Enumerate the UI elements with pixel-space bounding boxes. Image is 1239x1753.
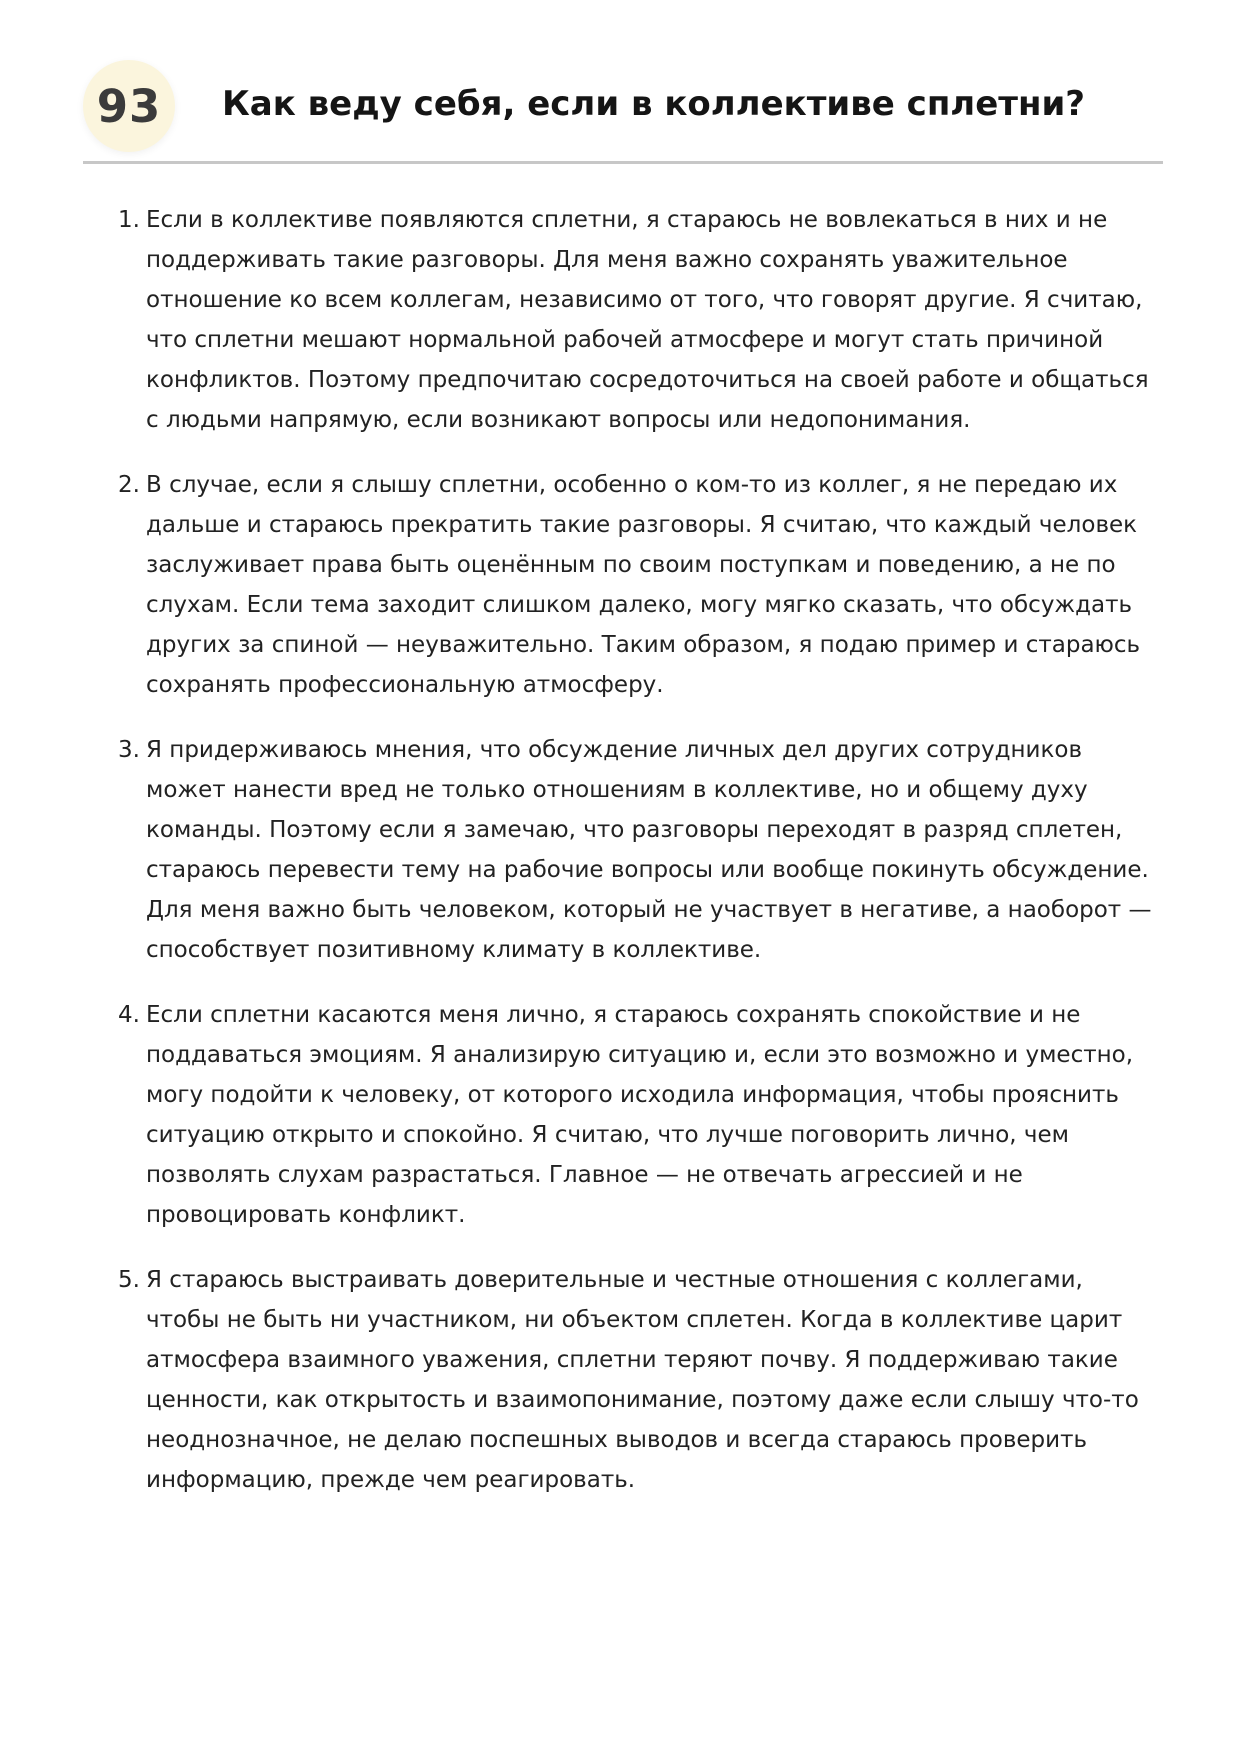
list-item-text: Если в коллективе появляются сплетни, я стараюсь не вовлекаться в них и не поддерживать такие разговоры. Для меня важно сохранять уважительное отношение ко всем коллегам, независимо от того, что говорят другие. Я считаю, что сплетни мешают нормальной рабочей атмосфере и могут стать причиной конфликтов. Поэтому предпочитаю сосредоточиться на своей работе и общаться с людьми напрямую, если возникают вопросы или недопонимания.	[146, 207, 1149, 433]
list-item	[118, 200, 1162, 440]
list-item-number: 3.	[118, 737, 140, 763]
list-item-text: Я придерживаюсь мнения, что обсуждение личных дел других сотрудников может нанести вред не только отношениям в коллективе, но и общему духу команды. Поэтому если я замечаю, что разговоры переходят в разряд сплетен, стараюсь перевести тему на рабочие вопросы или вообще покинуть обсуждение. Для меня важно быть человеком, который не участвует в негативе, а наоборот — способствует позитивному климату в коллективе.	[146, 737, 1152, 963]
list-item-text: Я стараюсь выстраивать доверительные и честные отношения с коллегами, чтобы не быть ни участником, ни объектом сплетен. Когда в коллективе царит атмосфера взаимного уважения, сплетни теряют почву. Я поддерживаю такие ценности, как открытость и взаимопонимание, поэтому даже если слышу что-то неоднозначное, не делаю поспешных выводов и всегда стараюсь проверить информацию, прежде чем реагировать.	[146, 1267, 1139, 1493]
list-item-text: В случае, если я слышу сплетни, особенно о ком-то из коллег, я не передаю их дальше и стараюсь прекратить такие разговоры. Я считаю, что каждый человек заслуживает права быть оценённым по своим поступкам и поведению, а не по слухам. Если тема заходит слишком далеко, могу мягко сказать, что обсуждать других за спиной — неуважительно. Таким образом, я подаю пример и стараюсь сохранять профессиональную атмосферу.	[146, 472, 1141, 698]
list-item-number: 2.	[118, 472, 140, 498]
list-item	[118, 995, 1162, 1235]
list-item-number: 1.	[118, 207, 140, 233]
page-header	[83, 60, 1163, 164]
answer-list	[118, 200, 1162, 1500]
list-item-text: Если сплетни касаются меня лично, я стараюсь сохранять спокойствие и не поддаваться эмоциям. Я анализирую ситуацию и, если это возможно и уместно, могу подойти к человеку, от которого исходила информация, чтобы прояснить ситуацию открыто и спокойно. Я считаю, что лучше поговорить лично, чем позволять слухам разрастаться. Главное — не отвечать агрессией и не провоцировать конфликт.	[146, 1002, 1134, 1228]
list-item	[118, 465, 1162, 705]
list-item-number: 4.	[118, 1002, 140, 1028]
page-title: Как веду себя, если в коллективе сплетни?	[222, 84, 1086, 124]
list-item	[118, 1260, 1162, 1500]
question-number-badge: 93	[83, 60, 175, 152]
list-item-number: 5.	[118, 1267, 140, 1293]
list-item	[118, 730, 1162, 970]
